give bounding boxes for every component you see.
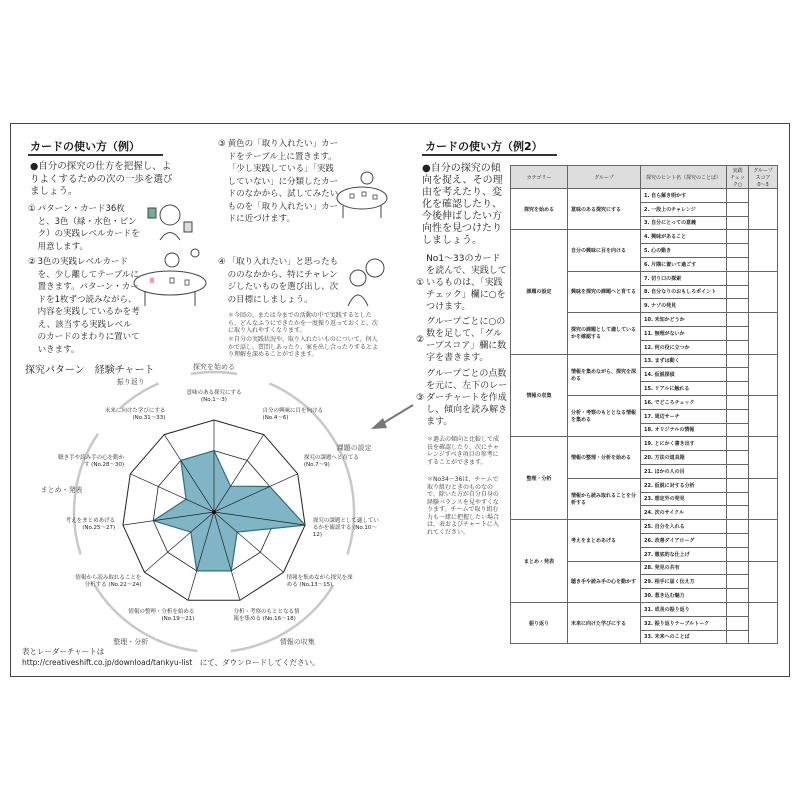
table-row xyxy=(511,189,778,203)
table-row xyxy=(511,520,778,534)
hint-cell: 11. 無理がないか xyxy=(641,326,727,340)
group-cell: 未来に向けた学びにする xyxy=(568,602,641,643)
axis-label: 探究の課題として適しているかを確認する (No.10〜12) xyxy=(312,517,379,538)
table-row xyxy=(511,602,778,616)
check-cell[interactable] xyxy=(727,189,749,203)
hint-cell: 4. 興味があること xyxy=(641,230,727,244)
check-cell[interactable] xyxy=(727,202,749,216)
hint-cell: 16. でどころチェック xyxy=(641,395,727,409)
axis-label: 未来に向けた学びにする (No.31〜33) xyxy=(104,407,166,421)
step-number: ③ xyxy=(218,139,226,149)
step-text: 黄色の「取り入れたい」カードをテーブル上に置きます。「少し実践している」「実践していない」に分類したカードのなかから、試してみたいものを「取り入れたい」カードに近づけます。 xyxy=(227,139,339,224)
check-cell[interactable] xyxy=(727,271,749,285)
category-cell: 課題の設定 xyxy=(511,230,568,354)
hint-cell: 24. 次のサイクル xyxy=(641,506,727,520)
category-cell: 探究を始める xyxy=(511,189,568,230)
group-cell: 情報を集めながら、探究を深める xyxy=(568,354,641,395)
category-cell: 整理・分析 xyxy=(511,437,568,520)
check-cell[interactable] xyxy=(727,368,749,382)
category-label: 探究を始める xyxy=(193,363,235,371)
category-arc xyxy=(191,372,237,374)
step-text: 3色の実践レベルカードを、少し離してテーブルに置きます。パターン・カードを1枚ずつ読みながら、内容を実践しているかを考え、該当する実践レベルのカードのまわりに置いていきます。 xyxy=(37,257,140,355)
check-cell[interactable] xyxy=(727,244,749,258)
hint-cell: 8. 自分なりのおもしろポイント xyxy=(641,285,727,299)
hint-cell: 9. ナゾの発見 xyxy=(641,299,727,313)
category-label: まとめ・発表 xyxy=(40,486,83,495)
score-cell[interactable] xyxy=(749,354,778,395)
axis-label: 情報から読み取れることを分析する (No.22〜24) xyxy=(75,575,142,589)
step-text: グループごとに○の数を足して、「グループスコア」欄に数字を書きます。 xyxy=(426,317,507,363)
hint-cell: 33. 未来へのことば xyxy=(641,630,727,644)
hint-cell: 1. 自ら解き明かす xyxy=(641,189,727,203)
score-cell[interactable] xyxy=(749,602,778,643)
score-cell[interactable] xyxy=(749,189,778,230)
check-cell[interactable] xyxy=(727,382,749,396)
check-cell[interactable] xyxy=(727,340,749,354)
check-cell[interactable] xyxy=(727,602,749,616)
check-cell[interactable] xyxy=(727,285,749,299)
score-cell[interactable] xyxy=(749,313,778,354)
hint-cell: 27. 徹底的な仕上げ xyxy=(641,547,727,561)
category-label: 情報の収集 xyxy=(279,637,315,646)
hint-cell: 10. 未知かどうか xyxy=(641,313,727,327)
table-row xyxy=(511,437,778,451)
hint-cell: 29. 相手に届く伝え方 xyxy=(641,575,727,589)
hint-cell: 22. 仮説に対する分析 xyxy=(641,478,727,492)
score-cell[interactable] xyxy=(749,230,778,271)
section-title-example1: カードの使い方（例） xyxy=(30,140,140,153)
arrow-icon xyxy=(365,400,415,435)
group-cell: 自分の興味に目を向ける xyxy=(568,230,641,271)
center-dot xyxy=(212,510,216,514)
hint-cell: 20. 方法の道具箱 xyxy=(641,451,727,465)
step-number: ④ xyxy=(218,257,226,267)
check-cell[interactable] xyxy=(727,506,749,520)
hint-cell: 14. 仮説探偵 xyxy=(641,368,727,382)
check-cell[interactable] xyxy=(727,575,749,589)
hint-cell: 28. 発見の共有 xyxy=(641,561,727,575)
hint-cell: 13. まずは動く xyxy=(641,354,727,368)
hint-cell: 31. 成長の振り返り xyxy=(641,602,727,616)
intro-text: ●自分の探究の仕方を把握し、よりよくするための次の一歩を選びましょう。 xyxy=(30,161,173,197)
check-cell[interactable] xyxy=(727,533,749,547)
header-category: カテゴリー xyxy=(511,166,568,189)
group-cell: 情報から読み取れることを分析する xyxy=(568,478,641,519)
table-row xyxy=(511,354,778,368)
check-cell[interactable] xyxy=(727,630,749,644)
check-cell[interactable] xyxy=(727,451,749,465)
note-r2: ＊No34〜36は、チームで取り組むときのものなので、除いた方が自分自身の経験バランスを見やすくなります。チームで取り組む力も一緒に把握したい場合は、表およびチャートに入れてください。 xyxy=(427,476,500,536)
check-cell[interactable] xyxy=(727,561,749,575)
axis-label: 自分の興味に目を向ける (No.4〜6) xyxy=(262,407,324,421)
category-cell: 情報の収集 xyxy=(511,354,568,437)
header-hint: 探究のヒント名（探究のことば） xyxy=(641,166,727,189)
step-text: 「取り入れたい」と思ったもののなかから、特にチャレンジしたいものを選び出し、次の目標にしましょう。 xyxy=(227,257,339,305)
check-cell[interactable] xyxy=(727,257,749,271)
section-title-example2: カードの使い方（例2） xyxy=(425,140,543,153)
score-cell[interactable] xyxy=(749,561,778,602)
step-text: No1〜33のカードを読んで、実践しているものは、「実践チェック」欄に○をつけます。 xyxy=(426,254,507,312)
note-r1: ＊過去の傾向と比較して成長を確認したり、次にチャレンジすべき項目の参考にすることができます。 xyxy=(427,436,500,466)
hint-cell: 23. 想定外の発見 xyxy=(641,492,727,506)
hint-cell: 2. 一段上のチャレンジ xyxy=(641,202,727,216)
title-underline xyxy=(422,154,557,156)
axis-label: 分析・考察のもととなる情報を集める (No.16〜18) xyxy=(233,609,300,623)
step-text: パターン・カード36枚と、3色（緑・水色・ピンク）の実践レベルカードを用意します。 xyxy=(37,204,140,252)
step-r3 xyxy=(416,368,508,428)
step-number: ② xyxy=(416,335,425,345)
axis-label: 情報の整理・分析を始める (No.19〜21) xyxy=(128,609,195,623)
hint-cell: 19. とにかく書き出す xyxy=(641,437,727,451)
step-number: ① xyxy=(28,204,36,214)
header-group: グループ xyxy=(568,166,641,189)
hint-cell: 18. オリジナルの情報 xyxy=(641,423,727,437)
check-cell[interactable] xyxy=(727,299,749,313)
hint-cell: 30. 惹き込む魅力 xyxy=(641,589,727,603)
checklist-table xyxy=(510,165,778,644)
score-cell[interactable] xyxy=(749,437,778,478)
category-cell: まとめ・発表 xyxy=(511,520,568,603)
category-label: 整理・分析 xyxy=(113,637,149,646)
group-cell: 興味を探究の課題へと育てる xyxy=(568,271,641,312)
axis-label: 考えをまとめあげる (No.25〜27) xyxy=(65,517,116,531)
group-cell: 分析・考察のもととなる情報を集める xyxy=(568,395,641,436)
footer-line-1: 表とレーダーチャートは xyxy=(22,647,105,656)
radar-chart xyxy=(0,0,420,680)
hint-cell: 12. 何の役に立つか xyxy=(641,340,727,354)
axis-label: 聴き手や読み手の心を動かす (No.28〜30) xyxy=(58,455,125,469)
category-cell: 振り返り xyxy=(511,602,568,643)
note-1: ＊今回の、または今までの活動の中で実践するとしたら、どんなふうにできたかを一度振り返っておくと、次に取り入れやすくなります。 xyxy=(228,312,379,334)
hint-cell: 21. ほかの人の目 xyxy=(641,464,727,478)
check-cell[interactable] xyxy=(727,437,749,451)
intro-text-2: ●自分の探究の傾向を捉え、その理由を考えたり、変化を確認したり、今後伸ばしたい方向性を見つけたりしましょう。 xyxy=(422,163,503,246)
check-cell[interactable] xyxy=(727,230,749,244)
check-cell[interactable] xyxy=(727,326,749,340)
check-cell[interactable] xyxy=(727,464,749,478)
check-cell[interactable] xyxy=(727,354,749,368)
check-cell[interactable] xyxy=(727,313,749,327)
table-row xyxy=(511,230,778,244)
score-cell[interactable] xyxy=(749,520,778,561)
check-cell[interactable] xyxy=(727,589,749,603)
step-r2 xyxy=(416,316,508,364)
check-cell[interactable] xyxy=(727,478,749,492)
step-text: グループごとの点数を元に、左下のレーダーチャートを作成し、傾向を読み解きます。 xyxy=(426,369,508,427)
score-cell[interactable] xyxy=(749,271,778,312)
group-cell: 考えをまとめあげる xyxy=(568,520,641,561)
axis-label: 情報を集めながら探究を深める (No.13〜15) xyxy=(286,575,353,589)
header-score: グループスコア0〜3 xyxy=(749,166,778,189)
check-cell[interactable] xyxy=(727,520,749,534)
check-cell[interactable] xyxy=(727,492,749,506)
hint-cell: 7. 切り口の探索 xyxy=(641,271,727,285)
axis-label: 意味のある探究にする (No.1〜3) xyxy=(186,390,242,403)
check-cell[interactable] xyxy=(727,409,749,423)
step-number: ① xyxy=(416,278,425,288)
check-cell[interactable] xyxy=(727,216,749,230)
group-cell: 意味のある探究にする xyxy=(568,189,641,230)
hint-cell: 17. 周辺サーチ xyxy=(641,409,727,423)
chart-title: 探究パターン 経験チャート xyxy=(25,365,155,376)
group-cell: 探究の課題として適しているかを確認する xyxy=(568,313,641,354)
check-cell[interactable] xyxy=(727,423,749,437)
hint-cell: 6. 片隅に置いて過ごす xyxy=(641,257,727,271)
check-cell[interactable] xyxy=(727,395,749,409)
step-number: ③ xyxy=(416,393,425,403)
category-label: 振り返り xyxy=(116,378,145,387)
check-cell[interactable] xyxy=(727,547,749,561)
download-link[interactable]: http://creativeshift.co.jp/download/tankyu-list にて、ダウンロードしてください。 xyxy=(22,658,320,667)
data-area xyxy=(153,451,305,571)
hint-cell: 15. リアルに触れる xyxy=(641,382,727,396)
hint-cell: 5. 心の動き xyxy=(641,244,727,258)
category-label: 課題の設定 xyxy=(336,444,372,453)
group-cell: 情報の整理・分析を始める xyxy=(568,437,641,478)
step-r1 xyxy=(416,253,508,313)
step-number: ② xyxy=(28,257,36,267)
hint-cell: 25. 自分を入れる xyxy=(641,520,727,534)
note-2: ＊自分の実践状況や、取り入れたいものについて、何人かで話し、質問しあったり、案を出し合ったりするとより理解を深めることができます。 xyxy=(228,336,378,358)
header-check: 実践チェック○ xyxy=(727,166,749,189)
hint-cell: 26. 改善ダイアローグ xyxy=(641,533,727,547)
hint-cell: 32. 振り返りテーブルトーク xyxy=(641,616,727,630)
axis-label: 探究の課題へと育てる (No.7〜9) xyxy=(303,455,359,469)
check-cell[interactable] xyxy=(727,616,749,630)
score-cell[interactable] xyxy=(749,395,778,436)
group-cell: 聴き手や読み手の心を動かす xyxy=(568,561,641,602)
hint-cell: 3. 自分にとっての意義 xyxy=(641,216,727,230)
score-cell[interactable] xyxy=(749,478,778,519)
